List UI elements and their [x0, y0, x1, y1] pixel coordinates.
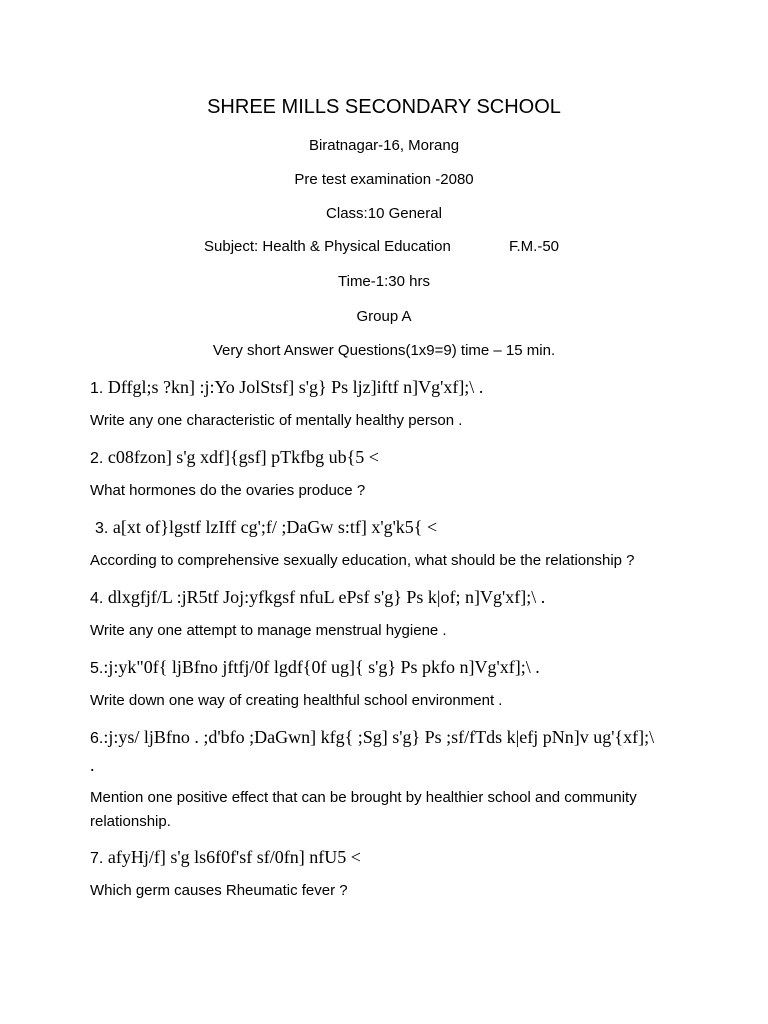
question-7-nepali — [90, 844, 690, 872]
subject-label: Subject: Health & Physical Education — [204, 238, 451, 255]
question-text: c08fzon] s'g xdf]{gsf] pTkfbg ub{5 < — [107, 447, 379, 467]
question-6-english: Mention one positive effect that can be brought by healthier school and community relationship. — [90, 789, 637, 830]
instructions-text: Very short Answer Questions(1x9=9) time – 15 min. — [212, 342, 556, 359]
question-4-english: Write any one attempt to manage menstrual hygiene . — [90, 622, 447, 639]
question-text: :j:yk"0f{ ljBfno jftfj/0f lgdf{0f ug]{ s'g} Ps pkfo n]Vg'xf];\ . — [103, 657, 540, 677]
group-label: Group A — [356, 308, 412, 325]
question-text: Dffgl;s ?kn] :j:Yo JolStsf] s'g} Ps ljz]iftf n]Vg'xf];\ . — [107, 377, 484, 397]
question-number: 5. — [90, 660, 104, 677]
question-6-nepali — [90, 724, 660, 778]
question-2-english: What hormones do the ovaries produce ? — [90, 482, 366, 499]
question-5-nepali — [90, 654, 690, 682]
question-text: afyHj/f] s'g ls6f0f'sf sf/0fn] nfU5 < — [107, 847, 361, 867]
question-number: 3. — [95, 520, 109, 537]
question-text: a[xt of}lgstf lzIff cg';f/ ;DaGw s:tf] x'g'k5{ < — [112, 517, 438, 537]
class-label: Class:10 General — [326, 205, 442, 222]
question-7-english: Which germ causes Rheumatic fever ? — [90, 882, 348, 899]
exam-title: Pre test examination -2080 — [294, 171, 474, 188]
question-3-english: According to comprehensive sexually education, what should be the relationship ? — [90, 552, 635, 569]
school-address: Biratnagar-16, Morang — [308, 137, 460, 154]
question-4-nepali — [90, 584, 690, 612]
full-marks-label: F.M.-50 — [509, 238, 560, 255]
question-number: 7. — [90, 850, 104, 867]
school-name: SHREE MILLS SECONDARY SCHOOL — [207, 96, 561, 118]
question-1-nepali — [90, 374, 690, 402]
question-3-nepali — [95, 514, 695, 542]
question-text: dlxgfjf/L :jR5tf Joj:yfkgsf nfuL ePsf s'g} Ps k|of; n]Vg'xf];\ . — [107, 587, 546, 607]
question-1-english: Write any one characteristic of mentally healthy person . — [90, 412, 463, 429]
question-5-english: Write down one way of creating healthful school environment . — [90, 692, 503, 709]
question-number: 4. — [90, 590, 104, 607]
question-number: 1. — [90, 380, 104, 397]
question-2-nepali — [90, 444, 690, 472]
question-text: :j:ys/ ljBfno . ;d'bfo ;DaGwn] kfg{ ;Sg] s'g} Ps ;sf/fTds k|efj pNn]v ug'{xf];\ . — [90, 727, 655, 775]
question-number: 2. — [90, 450, 104, 467]
time-label: Time-1:30 hrs — [338, 273, 430, 290]
question-number: 6. — [90, 730, 104, 747]
